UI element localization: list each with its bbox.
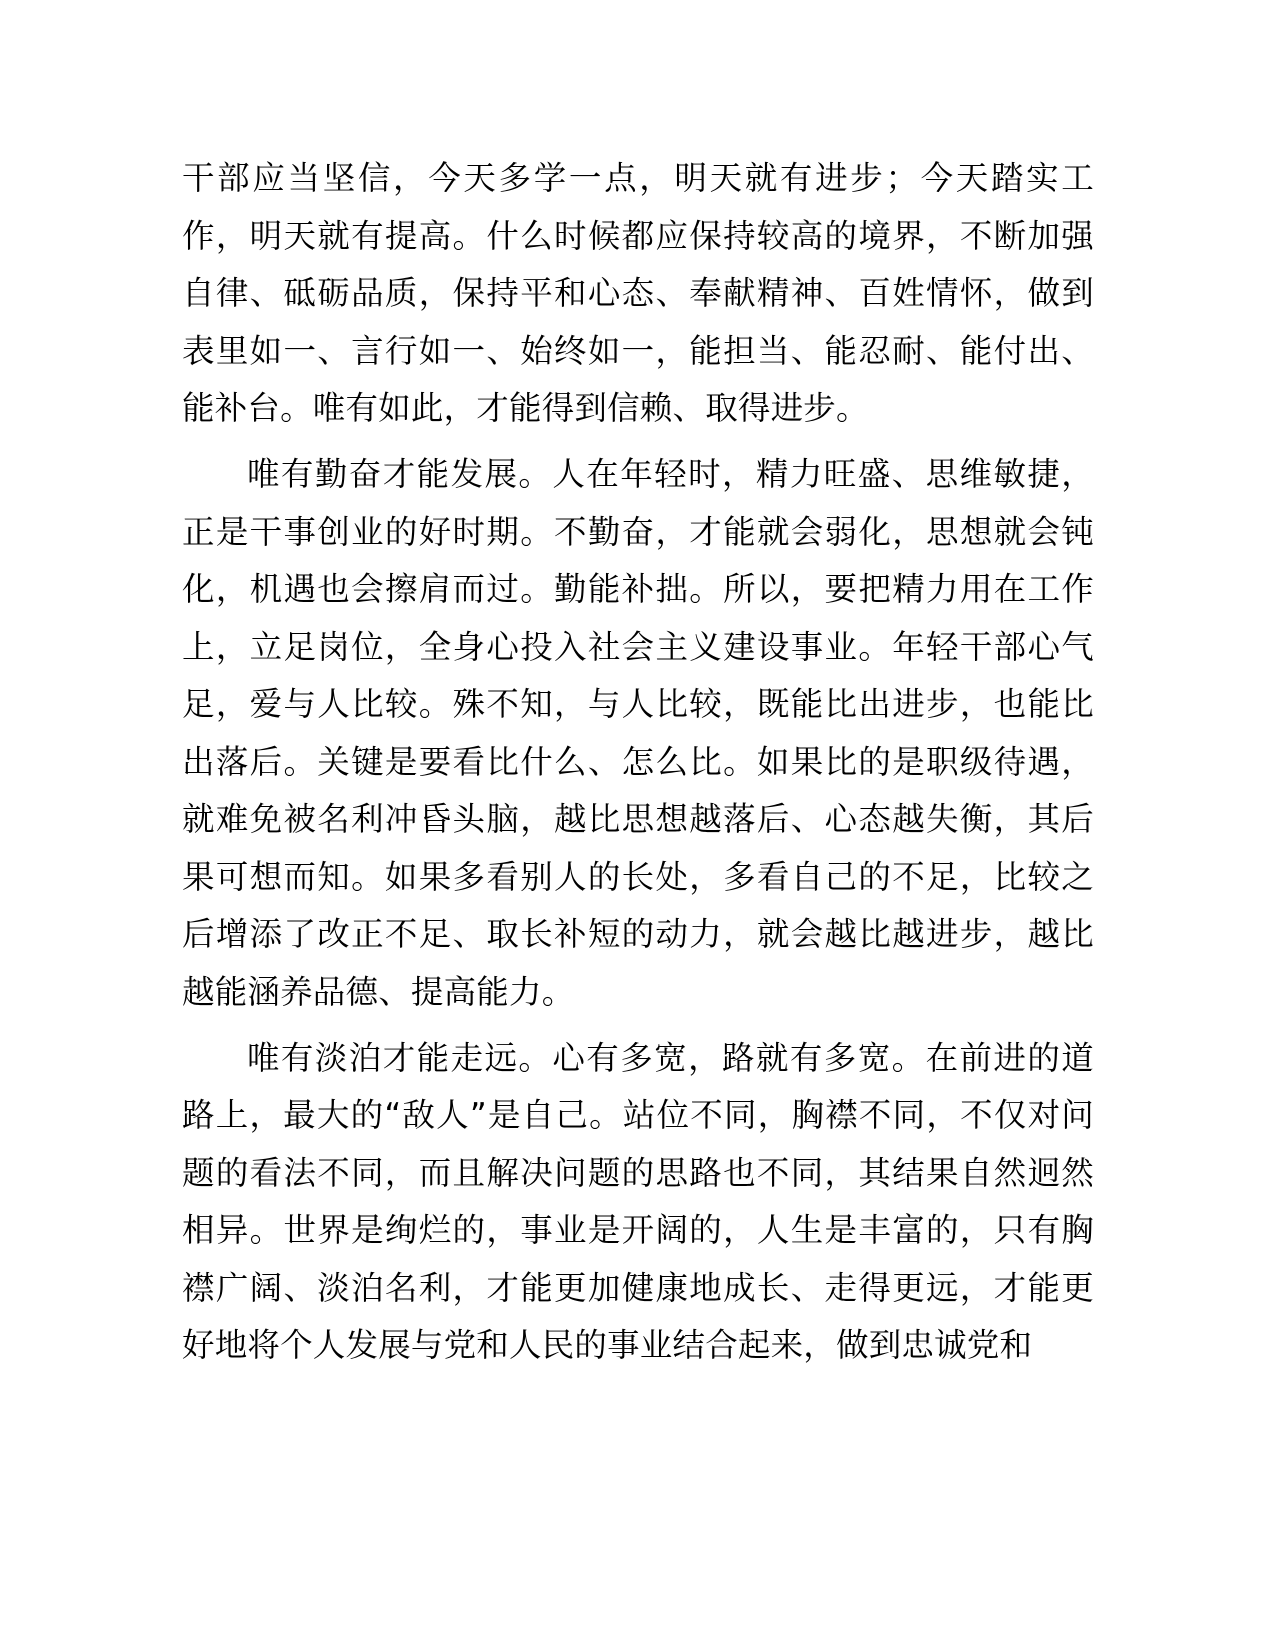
body-text [182,150,1094,1375]
paragraph-3: 唯有淡泊才能走远。心有多宽，路就有多宽。在前进的道路上，最大的“敌人”是自己。站位不同，胸襟不同，不仅对问题的看法不同，而且解决问题的思路也不同，其结果自然迥然相异。世界是绚烂的，事业是开阔的，人生是丰富的，只有胸襟广阔、淡泊名利，才能更加健康地成长、走得更远，才能更好地将个人发展与党和人民的事业结合起来，做到忠诚党和 [182,1038,1094,1364]
paragraph-2: 唯有勤奋才能发展。人在年轻时，精力旺盛、思维敏捷，正是干事创业的好时期。不勤奋，才能就会弱化，思想就会钝化，机遇也会擦肩而过。勤能补拙。所以，要把精力用在工作上，立足岗位，全身心投入社会主义建设事业。年轻干部心气足，爱与人比较。殊不知，与人比较，既能比出进步，也能比出落后。关键是要看比什么、怎么比。如果比的是职级待遇，就难免被名利冲昏头脑，越比思想越落后、心态越失衡，其后果可想而知。如果多看别人的长处，多看自己的不足，比较之后增添了改正不足、取长补短的动力，就会越比越进步，越比越能涵养品德、提高能力。 [182,455,1094,1011]
paragraph-1: 干部应当坚信，今天多学一点，明天就有进步；今天踏实工作，明天就有提高。什么时候都应保持较高的境界，不断加强自律、砥砺品质，保持平和心态、奉献精神、百姓情怀，做到表里如一、言行如一、始终如一，能担当、能忍耐、能付出、能补台。唯有如此，才能得到信赖、取得进步。 [182,159,1094,427]
